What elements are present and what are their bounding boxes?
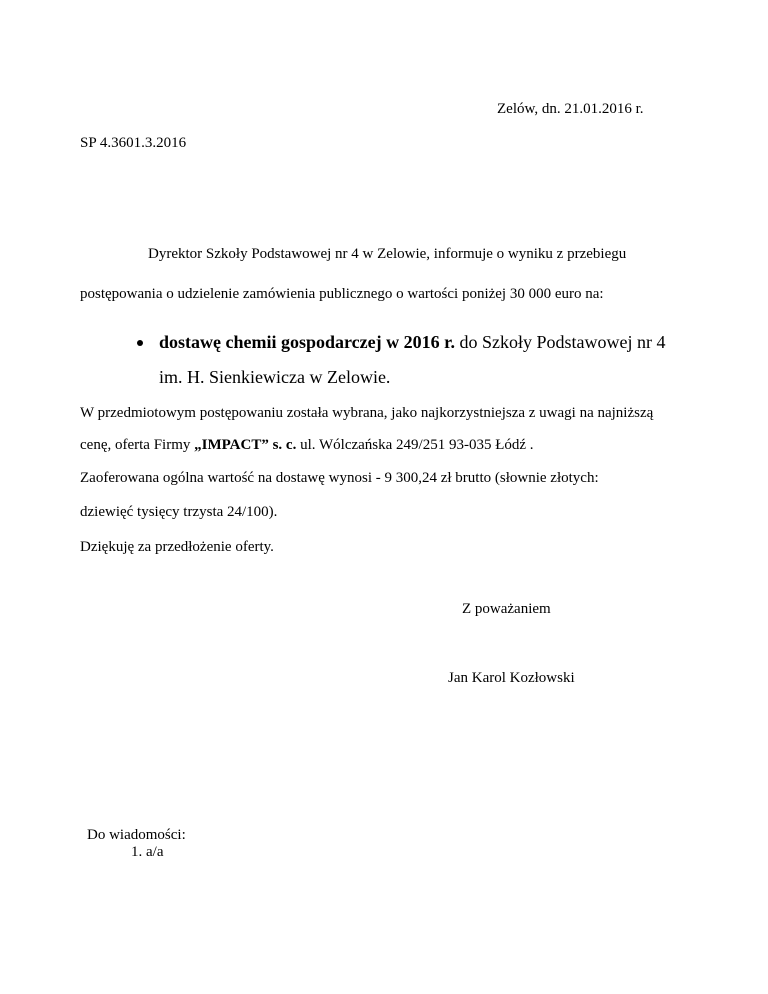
reference-number: SP 4.3601.3.2016: [80, 135, 187, 151]
distribution-item: 1. a/a: [131, 844, 164, 860]
place-date: Zelów, dn. 21.01.2016 r.: [497, 101, 644, 117]
selection-line-2: [80, 436, 534, 454]
order-recipient: do Szkoły Podstawowej nr 4: [454, 332, 666, 352]
thanks-line: Dziękuję za przedłożenie oferty.: [80, 539, 274, 555]
bullet-line-1: [159, 331, 665, 353]
distribution-label: Do wiadomości:: [87, 827, 186, 843]
selection-prefix: cenę, oferta Firmy: [80, 437, 195, 453]
selection-line-1: W przedmiotowym postępowaniu została wybrana, jako najkorzystniejsza z uwagi na najniższą: [80, 405, 654, 421]
company-address: ul. Wólczańska 249/251 93-035 Łódź .: [296, 437, 534, 453]
company-name: „IMPACT” s. c.: [194, 437, 297, 453]
order-subject: dostawę chemii gospodarczej w 2016 r.: [159, 332, 455, 352]
intro-line-1: Dyrektor Szkoły Podstawowej nr 4 w Zelowie, informuje o wyniku z przebiegu: [148, 246, 627, 262]
intro-line-2: postępowania o udzielenie zamówienia publicznego o wartości poniżej 30 000 euro na:: [80, 286, 604, 302]
bullet-dot-icon: [137, 340, 143, 346]
value-line-1: Zaoferowana ogólna wartość na dostawę wynosi - 9 300,24 zł brutto (słownie złotych:: [80, 470, 599, 486]
value-line-2: dziewięć tysięcy trzysta 24/100).: [80, 504, 278, 520]
closing-salutation: Z poważaniem: [462, 601, 551, 617]
bullet-line-2: im. H. Sienkiewicza w Zelowie.: [159, 367, 391, 387]
signatory-name: Jan Karol Kozłowski: [448, 670, 575, 686]
